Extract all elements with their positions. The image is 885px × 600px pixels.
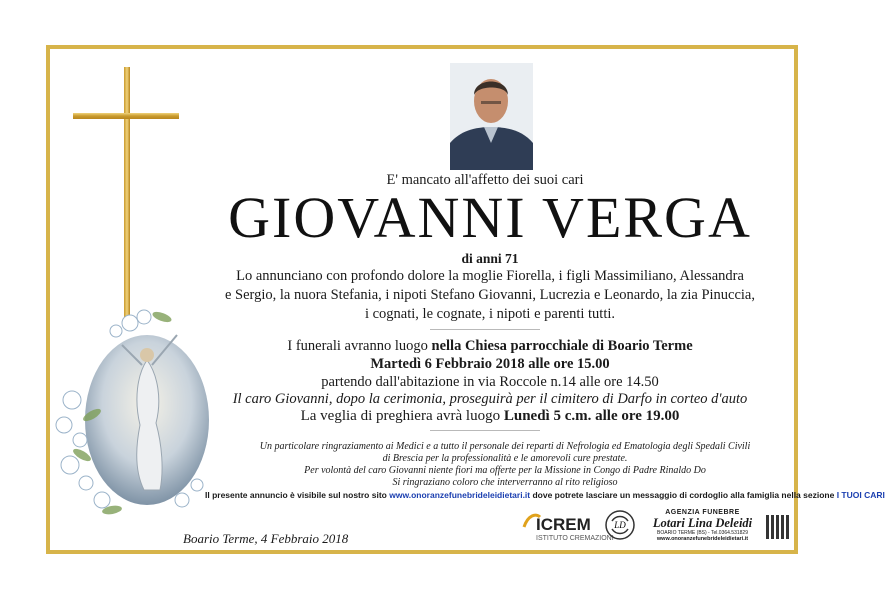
agency-name: Lotari Lina Deleidi — [652, 516, 753, 530]
place-date: Boario Terme, 4 Febbraio 2018 — [183, 531, 349, 546]
qr-code-icon[interactable] — [766, 515, 790, 539]
funeral-place: nella Chiesa parrocchiale di Boario Terme — [431, 338, 693, 354]
cross-icon-bar — [73, 113, 179, 119]
agency-address: BOARIO TERME (BS) - Tel.0364.531829 — [657, 530, 748, 536]
vigil-prefix: La veglia di preghiera avrà luogo — [300, 408, 504, 424]
agency-block — [640, 509, 765, 542]
thanks-line: Si ringraziano coloro che interverranno al rito religioso — [392, 477, 618, 488]
christ-head — [140, 348, 154, 362]
website-link[interactable]: www.onoranzefunebrideleidietari.it — [389, 490, 531, 500]
agency-website: www.onoranzefunebrideleidietari.it — [656, 536, 749, 542]
deceased-photo — [450, 63, 533, 170]
tuoi-cari-link[interactable]: I TUOI CARI — [836, 490, 885, 500]
agency-label: AGENZIA FUNEBRE — [665, 509, 740, 516]
icrem-name: ICREM — [536, 515, 591, 534]
web-notice — [205, 490, 885, 500]
divider — [430, 430, 540, 431]
funeral-cemetery: Il caro Giovanni, dopo la cerimonia, proseguirà per il cimitero di Darfo in corteo d'auto — [232, 391, 748, 407]
cross-icon — [124, 67, 130, 322]
divider — [430, 329, 540, 330]
funeral-date: Martedì 6 Febbraio 2018 alle ore 15.00 — [370, 356, 610, 372]
funeral-line — [190, 338, 790, 355]
thanks-line: di Brescia per la professionalità e le amorevoli cure prestate. — [382, 453, 628, 464]
announcement-line: Lo annunciano con profondo dolore la moglie Fiorella, i figli Massimiliano, Alessandra — [236, 268, 744, 284]
svg-text:LD: LD — [614, 520, 626, 530]
web-notice-prefix: Il presente annuncio è visibile sul nostro sito — [205, 490, 390, 500]
web-notice-middle: dove potrete lasciare un messaggio di cordoglio alla famiglia nella sezione — [530, 490, 837, 500]
announcement-line: i cognati, le cognate, i nipoti e parenti tutti. — [364, 306, 616, 322]
deceased-name: GIOVANNI VERGA — [228, 185, 752, 250]
funeral-prefix: I funerali avranno luogo — [287, 338, 432, 354]
age-text: di anni 71 — [461, 251, 519, 266]
agency-emblem-icon — [604, 509, 636, 541]
vigil-line — [190, 408, 790, 425]
thanks-line: Per volontà del caro Giovanni niente fiori ma offerte per la Missione in Congo di Padre Rinaldo Do — [304, 465, 706, 476]
announcement-line: e Sergio, la nuora Stefania, i nipoti Stefano Giovanni, Lucrezia e Leonardo, la zia Pinuccia, — [224, 287, 755, 303]
icrem-tagline: ISTITUTO CREMAZIONI — [536, 535, 614, 542]
funeral-departure: partendo dall'abitazione in via Roccole n.14 alle ore 14.50 — [321, 374, 659, 390]
vigil-time: Lunedì 5 c.m. alle ore 19.00 — [503, 408, 680, 424]
thanks-line: Un particolare ringraziamento ai Medici e a tutto il personale dei reparti di Nefrologia ed Ematologia degli Spedali Civili — [259, 441, 751, 452]
intro-text: E' mancato all'affetto dei suoi cari — [386, 172, 584, 188]
icrem-logo — [522, 509, 614, 549]
